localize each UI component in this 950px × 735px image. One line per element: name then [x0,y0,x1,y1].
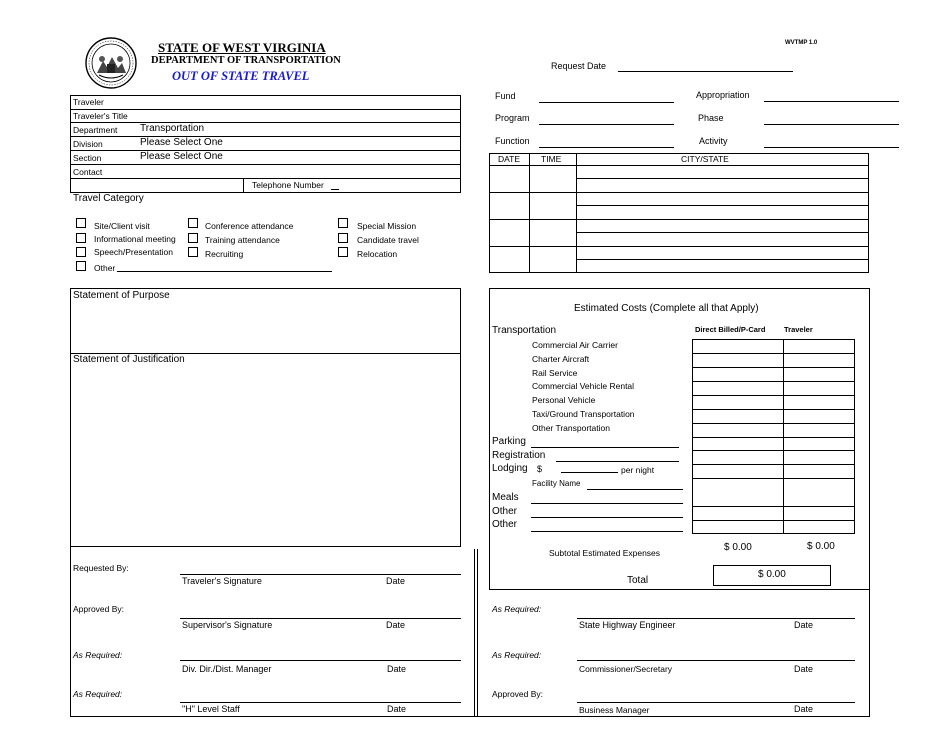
commercial-air-carrier-label: Commercial Air Carrier [532,340,618,350]
div-dir-signature-caption: Div. Dir./Dist. Manager [182,664,272,674]
other-cost-name-field-2[interactable] [531,531,683,532]
phase-label: Phase [698,113,724,123]
supervisors-signature-date-caption: Date [386,620,406,630]
speech-presentation-checkbox[interactable] [76,247,86,257]
direct-billed-header: Direct Billed/P-Card [695,325,766,334]
total-label: Total [627,575,649,586]
subtotal-label: Subtotal Estimated Expenses [549,548,661,558]
business-manager-signature-line[interactable] [577,702,855,703]
signature-divider [474,549,475,717]
fund-label: Fund [495,91,516,101]
statement-of-justification-label: Statement of Justification [73,354,185,365]
lodging-rate-field[interactable] [561,472,618,473]
statement-of-purpose-input[interactable] [72,304,458,351]
division-select[interactable]: Please Select One [140,137,223,148]
div-dir-signature-line[interactable] [180,660,461,661]
commissioner-signature-line[interactable] [577,660,855,661]
personal-vehicle-label: Personal Vehicle [532,395,596,405]
traveler-header: Traveler [784,325,813,334]
travel-category-label: Travel Category [73,193,144,204]
conference-attendance-checkbox[interactable] [188,218,198,228]
other-category-checkbox[interactable] [76,261,86,271]
state-highway-engineer-date-caption: Date [794,620,814,630]
div-dir-signature-date-caption: Date [387,664,407,674]
subtotal-traveler-value: $ 0.00 [807,541,835,552]
form-code: WVTMP 1.0 [785,40,818,46]
fund-field[interactable] [539,102,674,103]
department-label: Department [73,125,118,135]
total-value: $ 0.00 [758,569,786,580]
training-attendance-checkbox[interactable] [188,233,198,243]
traveler-label: Traveler [73,97,104,107]
transportation-label: Transportation [492,325,557,336]
time-column-header: TIME [541,154,562,164]
recruiting-checkbox[interactable] [188,247,198,257]
direct-billed-amount-input[interactable] [693,340,782,533]
as-required-label: As Required: [492,604,542,614]
taxi-ground-transportation-label: Taxi/Ground Transportation [532,409,635,419]
lodging-dollar-sign: $ [537,464,543,474]
h-level-staff-signature-line[interactable] [180,702,461,703]
facility-name-label: Facility Name [532,479,581,488]
travelers-title-label: Traveler's Title [73,111,128,121]
h-level-staff-caption: "H" Level Staff [182,704,240,714]
state-title: STATE OF WEST VIRGINIA [158,40,326,55]
travelers-signature-line[interactable] [180,574,461,575]
department-title: DEPARTMENT OF TRANSPORTATION [151,55,341,66]
telephone-field[interactable] [331,189,339,190]
itinerary-row[interactable] [490,166,868,191]
contact-input[interactable] [140,165,458,177]
registration-label: Registration [492,450,546,461]
site-client-visit-checkbox[interactable] [76,218,86,228]
department-value[interactable]: Transportation [140,123,205,134]
meals-name-field[interactable] [531,503,683,504]
appropriation-field[interactable] [764,101,899,102]
city-state-column-header: CITY/STATE [681,154,729,164]
subtotal-direct-billed-value: $ 0.00 [724,542,752,553]
candidate-travel-checkbox[interactable] [338,233,348,243]
other-cost-label-2: Other [492,519,518,530]
request-date-label: Request Date [551,61,607,71]
phase-field[interactable] [764,124,899,125]
traveler-amount-input[interactable] [784,340,854,533]
section-label: Section [73,153,102,163]
informational-meeting-label: Informational meeting [94,234,176,244]
as-required-label: As Required: [73,689,123,699]
training-attendance-label: Training attendance [205,235,280,245]
form-title: OUT OF STATE TRAVEL [172,69,310,83]
section-select[interactable]: Please Select One [140,151,223,162]
relocation-label: Relocation [357,249,398,259]
as-required-label: As Required: [73,650,123,660]
facility-name-field[interactable] [587,489,683,490]
commissioner-caption: Commissioner/Secretary [579,664,673,674]
activity-label: Activity [699,136,728,146]
traveler-input[interactable] [140,96,458,108]
activity-field[interactable] [764,147,899,148]
informational-meeting-checkbox[interactable] [76,233,86,243]
recruiting-label: Recruiting [205,249,244,259]
state-highway-engineer-caption: State Highway Engineer [579,620,676,630]
estimated-costs-title: Estimated Costs (Complete all that Apply) [574,303,759,314]
travelers-title-input[interactable] [140,110,458,121]
statement-of-justification-input[interactable] [72,368,458,544]
other-cost-label: Other [492,506,518,517]
h-level-staff-date-caption: Date [387,704,407,714]
other-cost-name-field[interactable] [531,517,683,518]
state-seal [85,37,137,89]
charter-aircraft-label: Charter Aircraft [532,354,590,364]
other-category-label: Other [94,263,116,273]
lodging-label: Lodging [492,463,528,474]
travelers-signature-date-caption: Date [386,576,406,586]
other-transportation-label: Other Transportation [532,423,610,433]
supervisors-signature-line[interactable] [180,618,461,619]
state-highway-engineer-signature-line[interactable] [577,618,855,619]
requested-by-label: Requested By: [73,563,129,573]
date-column-header: DATE [498,154,521,164]
statement-of-purpose-label: Statement of Purpose [73,290,170,301]
itinerary-row[interactable] [490,247,868,272]
speech-presentation-label: Speech/Presentation [94,247,173,257]
candidate-travel-label: Candidate travel [357,235,419,245]
function-label: Function [495,136,530,146]
meals-label: Meals [492,492,519,503]
business-manager-date-caption: Date [794,704,814,714]
parking-name-field[interactable] [531,447,679,448]
rail-service-label: Rail Service [532,368,578,378]
parking-label: Parking [492,436,526,447]
travelers-signature-caption: Traveler's Signature [182,576,262,586]
function-field[interactable] [539,147,674,148]
contact-label: Contact [73,167,103,177]
special-mission-label: Special Mission [357,221,417,231]
appropriation-label: Appropriation [696,90,750,100]
registration-name-field[interactable] [556,461,679,462]
site-client-visit-label: Site/Client visit [94,221,150,231]
supervisors-signature-caption: Supervisor's Signature [182,620,273,630]
other-category-field[interactable] [117,271,332,272]
program-field[interactable] [539,124,674,125]
program-label: Program [495,113,530,123]
telephone-label: Telephone Number [252,180,324,190]
per-night-label: per night [621,465,655,475]
itinerary-row[interactable] [490,193,868,218]
division-label: Division [73,139,103,149]
relocation-checkbox[interactable] [338,247,348,257]
approved-by-label: Approved By: [492,689,544,699]
as-required-label: As Required: [492,650,542,660]
itinerary-row[interactable] [490,220,868,245]
commissioner-date-caption: Date [794,664,814,674]
business-manager-caption: Business Manager [579,705,650,715]
approved-by-label: Approved By: [73,604,125,614]
commercial-vehicle-rental-label: Commercial Vehicle Rental [532,381,635,391]
special-mission-checkbox[interactable] [338,218,348,228]
request-date-field[interactable] [618,71,793,72]
conference-attendance-label: Conference attendance [205,221,294,231]
